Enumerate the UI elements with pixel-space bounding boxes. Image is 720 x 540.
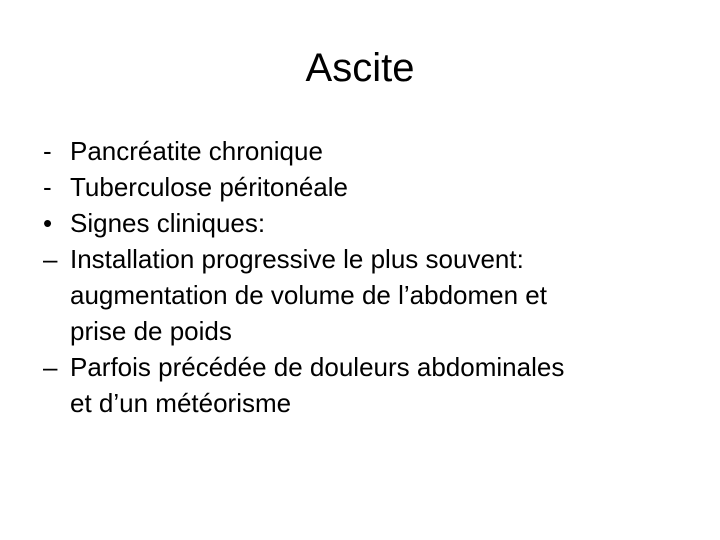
list-item xyxy=(43,133,703,169)
list-item-text-line: et d’un météorisme xyxy=(70,388,292,418)
list-item-text: Tuberculose péritonéale xyxy=(70,172,348,202)
list-item-text: Pancréatite chronique xyxy=(70,136,323,166)
en-dash-marker: – xyxy=(43,352,58,382)
bullet-list xyxy=(43,133,703,421)
list-item-text-line: augmentation de volume de l’abdomen et xyxy=(70,280,547,310)
bullet-marker: • xyxy=(43,208,53,238)
dash-marker: - xyxy=(43,172,52,202)
dash-marker: - xyxy=(43,136,52,166)
list-item xyxy=(43,349,703,421)
list-item-text-line: Parfois précédée de douleurs abdominales xyxy=(70,352,565,382)
list-item xyxy=(43,241,703,349)
list-item-text: Signes cliniques: xyxy=(70,208,266,238)
list-item xyxy=(43,169,703,205)
list-item xyxy=(43,205,703,241)
en-dash-marker: – xyxy=(43,244,58,274)
list-item-text-line: Installation progressive le plus souvent: xyxy=(70,244,524,274)
slide-title: Ascite xyxy=(305,46,415,90)
list-item-text-line: prise de poids xyxy=(70,316,232,346)
